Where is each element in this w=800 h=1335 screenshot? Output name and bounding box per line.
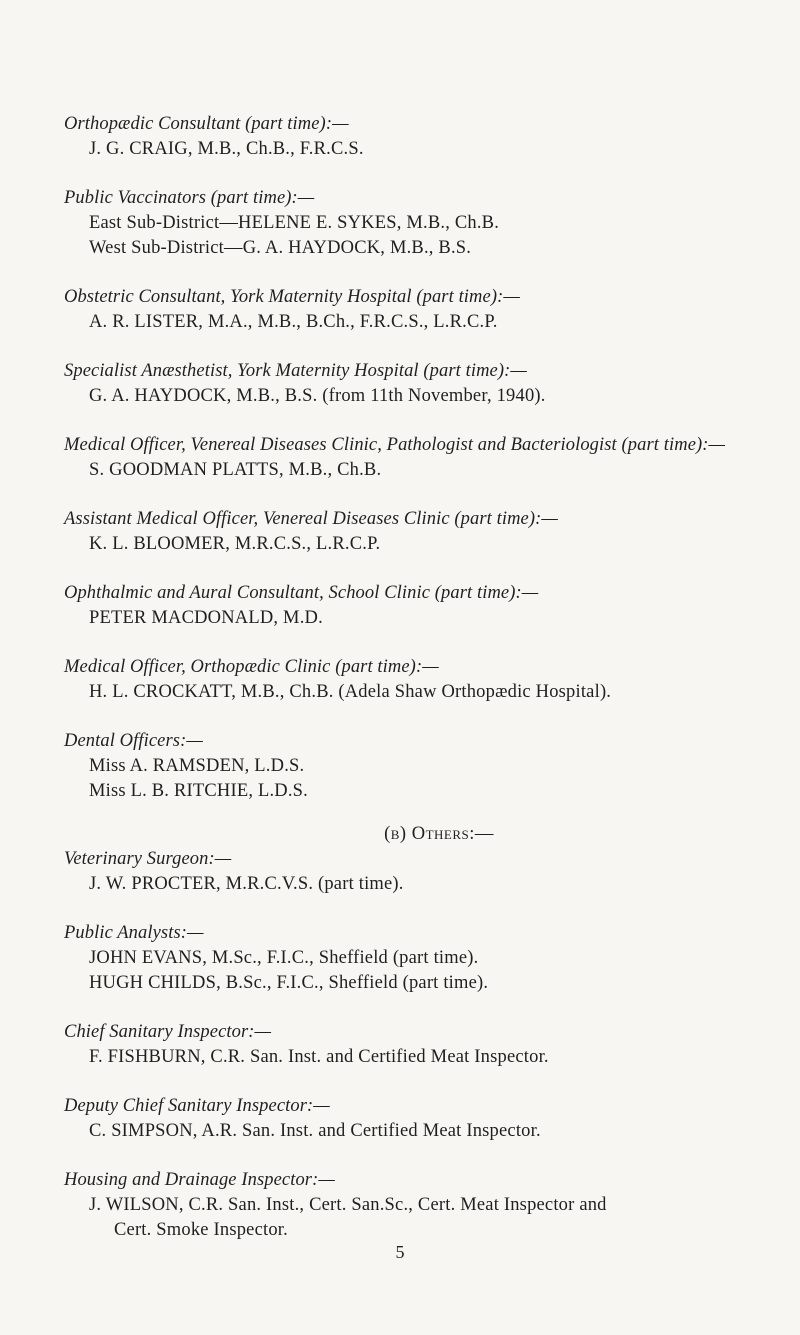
entry-heading: Veterinary Surgeon:— <box>64 849 232 869</box>
entry-public-analysts <box>64 921 754 996</box>
entry-heading: Ophthalmic and Aural Consultant, School Clinic (part time):— <box>64 583 539 603</box>
entry-line: J. G. CRAIG, M.B., Ch.B., F.R.C.S. <box>89 139 364 159</box>
entry-vd-clinic-assistant <box>64 507 754 557</box>
entry-dental-officers <box>64 729 754 804</box>
entry-line: Miss A. RAMSDEN, L.D.S. <box>89 756 305 776</box>
entry-heading: Deputy Chief Sanitary Inspector:— <box>64 1096 330 1116</box>
entry-heading: Orthopædic Consultant (part time):— <box>64 114 349 134</box>
entry-line: K. L. BLOOMER, M.R.C.S., L.R.C.P. <box>89 534 381 554</box>
entry-public-vaccinators <box>64 186 754 261</box>
entry-heading: Medical Officer, Venereal Diseases Clinic, Pathologist and Bacteriologist (part time):— <box>64 435 726 455</box>
entry-line: S. GOODMAN PLATTS, M.B., Ch.B. <box>89 460 382 480</box>
entry-line: West Sub-District—G. A. HAYDOCK, M.B., B.S. <box>89 238 472 258</box>
entry-line: East Sub-District—HELENE E. SYKES, M.B., Ch.B. <box>89 213 500 233</box>
entry-line: H. L. CROCKATT, M.B., Ch.B. (Adela Shaw Orthopædic Hospital). <box>89 682 612 702</box>
entry-line: J. W. PROCTER, M.R.C.V.S. (part time). <box>89 874 404 894</box>
entry-line: PETER MACDONALD, M.D. <box>89 608 323 628</box>
page-number: 5 <box>395 1242 405 1262</box>
entry-heading: Public Vaccinators (part time):— <box>64 188 315 208</box>
entry-heading: Public Analysts:— <box>64 923 204 943</box>
entry-heading: Dental Officers:— <box>64 731 203 751</box>
entry-housing-drainage-inspector <box>64 1168 754 1243</box>
entry-ophthalmic-consultant <box>64 581 754 631</box>
entry-orthopaedic-consultant <box>64 112 754 162</box>
entry-line-continuation: Cert. Smoke Inspector. <box>114 1220 288 1240</box>
entry-vd-clinic-medical-officer <box>64 433 754 483</box>
entry-line: A. R. LISTER, M.A., M.B., B.Ch., F.R.C.S., L.R.C.P. <box>89 312 498 332</box>
entry-heading: Housing and Drainage Inspector:— <box>64 1170 335 1190</box>
entry-heading: Medical Officer, Orthopædic Clinic (part time):— <box>64 657 439 677</box>
entry-heading: Obstetric Consultant, York Maternity Hospital (part time):— <box>64 287 520 307</box>
entry-line: F. FISHBURN, C.R. San. Inst. and Certified Meat Inspector. <box>89 1047 549 1067</box>
entry-heading: Chief Sanitary Inspector:— <box>64 1022 272 1042</box>
entry-heading: Specialist Anæsthetist, York Maternity Hospital (part time):— <box>64 361 527 381</box>
entry-specialist-anaesthetist <box>64 359 754 409</box>
document-page <box>64 112 754 1267</box>
entry-heading: Assistant Medical Officer, Venereal Diseases Clinic (part time):— <box>64 509 558 529</box>
entry-line: G. A. HAYDOCK, M.B., B.S. (from 11th November, 1940). <box>89 386 546 406</box>
entry-line: Miss L. B. RITCHIE, L.D.S. <box>89 781 308 801</box>
entry-chief-sanitary-inspector <box>64 1020 754 1070</box>
entry-orthopaedic-clinic-officer <box>64 655 754 705</box>
entry-obstetric-consultant <box>64 285 754 335</box>
entry-deputy-chief-sanitary-inspector <box>64 1094 754 1144</box>
entry-line: HUGH CHILDS, B.Sc., F.I.C., Sheffield (part time). <box>89 973 489 993</box>
section-others-heading: (b) Others:— <box>384 824 494 844</box>
entry-line: JOHN EVANS, M.Sc., F.I.C., Sheffield (part time). <box>89 948 479 968</box>
entry-line: J. WILSON, C.R. San. Inst., Cert. San.Sc., Cert. Meat Inspector and <box>89 1195 607 1215</box>
entry-line: C. SIMPSON, A.R. San. Inst. and Certified Meat Inspector. <box>89 1121 541 1141</box>
entry-veterinary-surgeon <box>64 847 754 897</box>
